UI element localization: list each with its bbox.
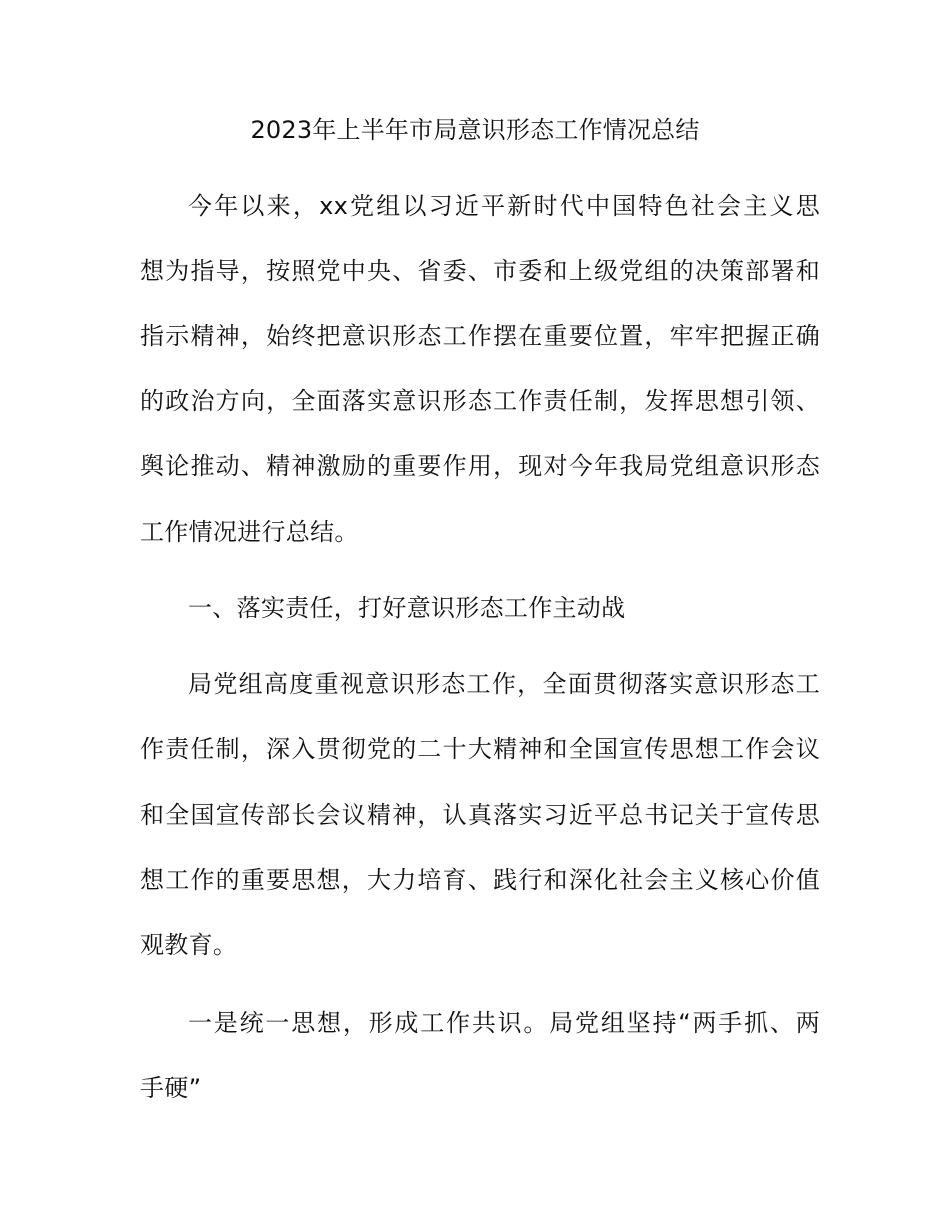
paragraph-1-line-5: 舆论推动、精神激励的重要作用，现对今年我局党组意识形态 bbox=[140, 452, 820, 480]
paragraph-1-line-3: 指示精神，始终把意识形态工作摆在重要位置，牢牢把握正确 bbox=[140, 322, 820, 350]
paragraph-2-line-5: 观教育。 bbox=[140, 931, 238, 959]
paragraph-3-line-2: 手硬” bbox=[140, 1074, 202, 1102]
paragraph-1-line-4: 的政治方向，全面落实意识形态工作责任制，发挥思想引领、 bbox=[140, 387, 820, 415]
paragraph-2-line-3: 和全国宣传部长会议精神，认真落实习近平总书记关于宣传思 bbox=[140, 801, 820, 829]
paragraph-1-line-1: 今年以来，xx党组以习近平新时代中国特色社会主义思 bbox=[188, 192, 820, 220]
section-heading-1: 一、落实责任，打好意识形态工作主动战 bbox=[188, 594, 626, 622]
paragraph-2-line-1: 局党组高度重视意识形态工作，全面贯彻落实意识形态工 bbox=[188, 670, 820, 698]
paragraph-2-line-4: 想工作的重要思想，大力培育、践行和深化社会主义核心价值 bbox=[140, 866, 820, 894]
paragraph-1-line-2: 想为指导，按照党中央、省委、市委和上级党组的决策部署和 bbox=[140, 257, 820, 285]
paragraph-1-line-6: 工作情况进行总结。 bbox=[140, 518, 359, 546]
paragraph-3-line-1: 一是统一思想，形成工作共识。局党组坚持“两手抓、两 bbox=[188, 1009, 820, 1037]
paragraph-2-line-2: 作责任制，深入贯彻党的二十大精神和全国宣传思想工作会议 bbox=[140, 735, 820, 763]
document-title: 2023年上半年市局意识形态工作情况总结 bbox=[250, 116, 700, 144]
